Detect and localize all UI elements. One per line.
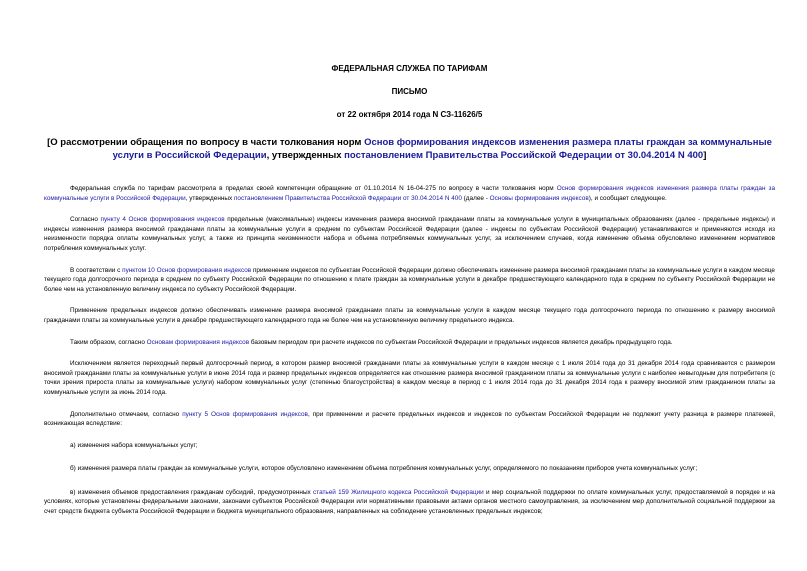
p7-text-1: Дополнительно отмечаем, согласно [70,410,183,418]
paragraph-10-item-v [44,488,775,517]
paragraph-8-item-a [44,441,775,451]
title-text-2: , утвержденных [266,150,345,161]
p10-text-1: в) изменения объемов предоставления гражданам субсидий, предусмотренных [70,488,314,496]
paragraph-6 [44,359,775,397]
p1-text-4: ), и сообщает следующее. [588,194,667,202]
p5-text-2: базовым периодом при расчете индексов по субъектам Российской Федерации и предельных индексов является декабрь предыдущего года. [249,338,673,346]
p7-text-2: , при применении и расчете предельных индексов и индексов по субъектам Российской Федерации не подлежит учету разница в размере платежей, возникающая вследствие: [44,410,776,428]
p3-text-1: В соответствии с [70,266,123,274]
paragraph-9-item-b [44,464,775,474]
document-date: от 22 октября 2014 года N СЗ-11626/5 [336,110,483,119]
p10-text-2: и мер социальной поддержки по оплате коммунальных услуг, предоставляемой в порядке и на условиях, которые установлены федеральными законами, законами субъектов Российской Федерации или нормативными правовыми актами органов местного самоуправления, за исключением мер дополнительной социальной поддержки за счет средств бюджета субъекта Российской Федерации и бюджета муниципального образования, направленных на соблюдение установленных предельных индексов; [44,488,775,516]
p8-text-1: а) изменения набора коммунальных услуг; [70,441,198,449]
document-type: ПИСЬМО [391,87,428,96]
p7-link-punkt-5[interactable]: пункту 5 Основ формирования индексов [182,410,308,418]
p1-link-osnovy[interactable]: Основ формирования индексов изменения размера платы граждан за коммунальные услуги в Российской Федерации [44,185,775,202]
title-text-1: [О рассмотрении обращения по вопросу в части толкования норм [47,137,365,148]
p4-text-1: Применение предельных индексов должно обеспечивать изменение размера вносимой гражданами платы за коммунальные услуги в каждом месяце текущего года долгосрочного периода по отношению к размеру вносимой гражданами платы за коммунальные услуги в декабре предшествующего календарного года не более чем на установленную величину предельного индекса. [44,307,775,324]
p6-text-1: Исключением является переходный первый долгосрочный период, в котором размер вносимой гражданами платы за коммунальные услуги в каждом месяце с 1 июля 2014 года до 31 декабря 2014 года сравнивается с размером вносимой гражданами платы за коммунальные услуги в июне 2014 года и размер предельных индексов определяется как отношение размера вносимой гражданином платы за коммунальные услуги с наиболее невыгодным для потребителя (с точки зрения прироста платы за коммунальные услуги) набором коммунальных услуг (степенью благоустройства) в каждом месяце в период с 1 июля 2014 года до 31 декабря 2014 года к размеру вносимой этим гражданином платы за коммунальные услуги за июнь 2014 года. [44,360,775,396]
p1-text-2: , утвержденных [185,194,234,202]
paragraph-1 [44,184,775,203]
title-link-osnovy[interactable]: Основ формирования индексов изменения размера платы граждан за коммунальные услуги в Российской Федерации [112,137,772,161]
paragraph-2 [44,215,775,253]
paragraph-7 [44,410,775,429]
paragraph-3 [44,266,775,295]
p1-link-postanovlenie[interactable]: постановлением Правительства Российской Федерации от 30.04.2014 N 400 [233,194,462,202]
p5-text-1: Таким образом, согласно [70,338,147,346]
p2-text-1: Согласно [70,216,101,224]
organization-name: ФЕДЕРАЛЬНАЯ СЛУЖБА ПО ТАРИФАМ [331,64,488,73]
p1-text-1: Федеральная служба по тарифам рассмотрела в пределах своей компетенции обращение от 01.10.2014 N 16-04-275 по вопросу в части толкования норм [70,185,557,192]
p1-text-3: (далее - [461,194,490,202]
p1-link-osnovy-short[interactable]: Основы формирования индексов [489,194,589,202]
p2-link-punkt-4[interactable]: пункту 4 Основ формирования индексов [100,216,225,224]
p10-link-statya-159[interactable]: статьей 159 Жилищного кодекса Российской Федерации [313,488,484,496]
document-title [44,136,775,162]
title-text-3: ] [703,150,707,161]
p3-link-punkt-10[interactable]: пунктом 10 Основ формирования индексов [122,266,252,274]
p2-text-2: предельные (максимальные) индексы изменения размера вносимой гражданами платы за коммунальные услуги в муниципальных образованиях (далее - предельные индексы) и индексы изменения размера вносимой гражданами платы за коммунальные услуги в среднем по субъектам Российской Федерации (далее - индексы по субъектам Российской Федерации) устанавливаются и применяются исходя из неизменности порядка оплаты коммунальных услуг, а также из принципа неизменности набора и объема потребляемых коммунальных услуг, за исключением случаев, когда изменение объема обусловлено изменением нормативов потребления коммунальных услуг. [44,216,775,252]
p5-link-osnovy[interactable]: Основам формирования индексов [146,338,250,346]
title-link-postanovlenie[interactable]: постановлением Правительства Российской Федерации от 30.04.2014 N 400 [344,150,704,161]
paragraph-4 [44,306,775,325]
p3-text-2: применение индексов по субъектам Российской Федерации должно обеспечивать изменение размера вносимой гражданами платы за коммунальные услуги в каждом месяце текущего года долгосрочного периода в среднем по субъекту Российской Федерации по отношению к плате граждан за коммунальные услуги в декабре предшествующего календарного года в среднем по субъекту Российской Федерации не более чем на установленную величину индекса по субъекту Российской Федерации. [44,266,775,293]
paragraph-5 [44,338,775,348]
p9-text-1: б) изменения размера платы граждан за коммунальные услуги, которое обусловлено изменением объема потребления коммунальных услуг, определяемого по показаниям приборов учета коммунальных услуг; [70,465,698,473]
